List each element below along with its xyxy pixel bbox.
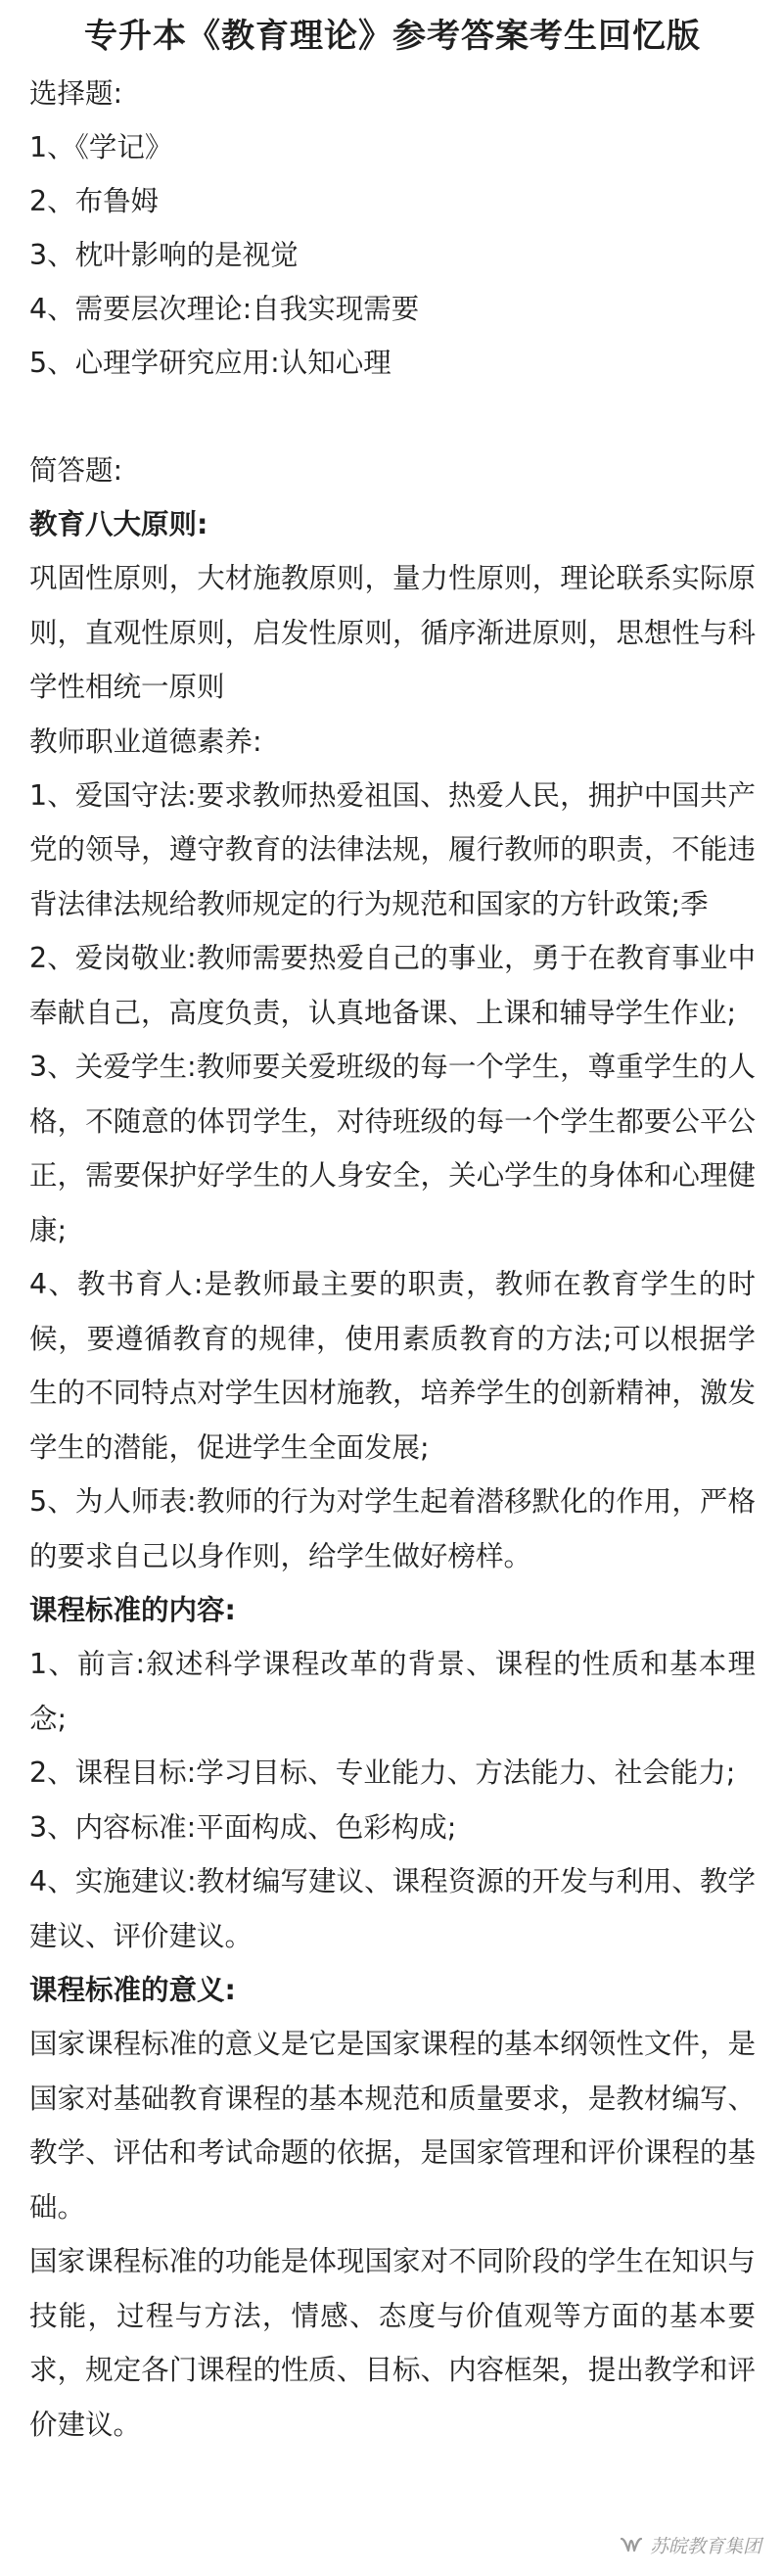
choice-item: 4、需要层次理论:自我实现需要	[29, 293, 420, 325]
curriculum-item: 2、课程目标:学习目标、专业能力、方法能力、社会能力;	[29, 1756, 736, 1789]
ethics-item: 5、为人师表:教师的行为对学生起着潜移默化的作用，严格的要求自己以身作则，给学生做好榜样。	[29, 1485, 756, 1572]
ethics-heading: 教师职业道德素养:	[29, 725, 262, 758]
principles-text: 巩固性原则，大材施教原则，量力性原则，理论联系实际原则，直观性原则，启发性原则，循序渐进原则，思想性与科学性相统一原则	[29, 562, 756, 703]
curriculum-heading: 课程标准的内容:	[29, 1594, 236, 1626]
section-spacer	[29, 390, 756, 444]
watermark-text: 苏皖教育集团	[649, 2536, 761, 2557]
choice-item: 3、枕叶影响的是视觉	[29, 239, 299, 271]
choice-item: 5、心理学研究应用:认知心理	[29, 347, 392, 379]
meaning-paragraph: 国家课程标准的意义是它是国家课程的基本纲领性文件，是国家对基础教育课程的基本规范和质量要求，是教材编写、教学、评估和考试命题的依据，是国家管理和评价课程的基础。	[29, 2028, 756, 2224]
curriculum-item: 4、实施建议:教材编写建议、课程资源的开发与利用、教学建议、评价建议。	[29, 1865, 756, 1952]
principles-heading: 教育八大原则:	[29, 508, 208, 540]
short-answer-heading: 简答题:	[29, 454, 123, 487]
curriculum-item: 1、前言:叙述科学课程改革的背景、课程的性质和基本理念;	[29, 1648, 756, 1735]
watermark	[619, 2532, 761, 2558]
meaning-heading: 课程标准的意义:	[29, 1974, 236, 2006]
choice-item: 1、《学记》	[29, 131, 173, 164]
ethics-item: 3、关爱学生:教师要关爱班级的每一个学生，尊重学生的人格，不随意的体罚学生，对待班级的每一个学生都要公平公正，需要保护好学生的人身安全，关心学生的身体和心理健康;	[29, 1051, 756, 1246]
curriculum-item: 3、内容标准:平面构成、色彩构成;	[29, 1810, 457, 1844]
choice-item: 2、布鲁姆	[29, 185, 160, 217]
wechat-channel-icon	[619, 2535, 644, 2556]
ethics-item: 2、爱岗敬业:教师需要热爱自己的事业，勇于在教育事业中奉献自己，高度负责，认真地备课、上课和辅导学生作业;	[29, 942, 756, 1029]
ethics-item: 1、爱国守法:要求教师热爱祖国、热爱人民，拥护中国共产党的领导，遵守教育的法律法规，履行教师的职责，不能违背法律法规给教师规定的行为规范和国家的方针政策;季	[29, 778, 756, 920]
ethics-item: 4、教书育人:是教师最主要的职责，教师在教育学生的时候，要遵循教育的规律，使用素质教育的方法;可以根据学生的不同特点对学生因材施教，培养学生的创新精神，激发学生的潜能，促进学生全面发展;	[29, 1268, 756, 1464]
meaning-paragraph: 国家课程标准的功能是体现国家对不同阶段的学生在知识与技能，过程与方法，情感、态度与价值观等方面的基本要求，规定各门课程的性质、目标、内容框架，提出教学和评价建议。	[29, 2245, 756, 2441]
page-title: 专升本《教育理论》参考答案考生回忆版	[84, 17, 701, 56]
choice-heading: 选择题:	[29, 77, 123, 110]
